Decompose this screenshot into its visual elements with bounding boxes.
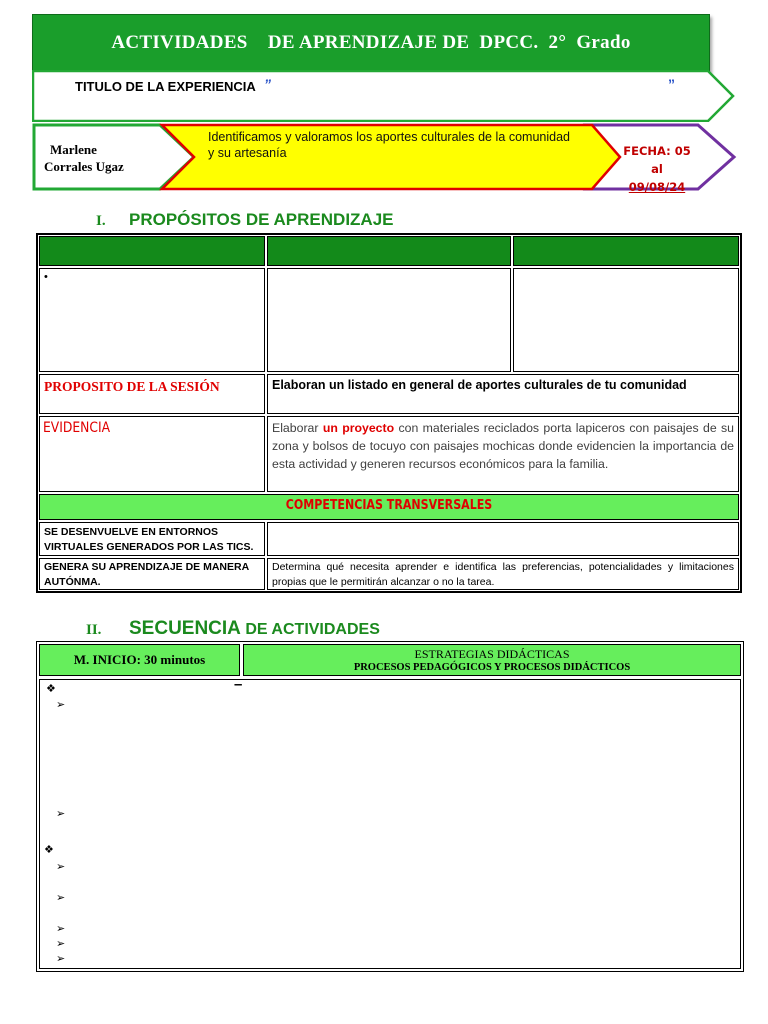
competencia-2-text-cell [267, 558, 739, 590]
arrow-bullet-5: ➢ [56, 923, 66, 935]
proposito-label-cell [39, 374, 265, 414]
competencia-1-text-cell [267, 522, 739, 556]
dash-mark: – [234, 676, 243, 693]
arrow-bullet-2: ➢ [56, 808, 66, 820]
arrow-bullet-4: ➢ [56, 892, 66, 904]
competencia-2-label: GENERA SU APRENDIZAJE DE MANERA AUTÓNMA. [44, 561, 249, 588]
competencia-2-label-cell [39, 558, 265, 590]
experience-theme: Identificamos y valoramos los aportes culturales de la comunidad y su artesanía [208, 130, 570, 160]
evidencia-highlight: un proyecto [322, 421, 395, 435]
arrow-bullet-3: ➢ [56, 861, 66, 873]
competencia-2-text: Determina qué necesita aprender e identifica las preferencias, potencialidades y limitaciones propias que le permitirán alcanzar o no la tarea. [272, 561, 734, 588]
diamond-bullet-2: ❖ [44, 844, 54, 856]
purposes-header-cell-3 [513, 236, 739, 266]
purposes-cell-competencia [39, 268, 265, 372]
arrow-bullet-7: ➢ [56, 953, 66, 965]
purposes-header-cell-2 [267, 236, 511, 266]
experience-label: TITULO DE LA EXPERIENCIA [75, 79, 256, 94]
evidencia-label-cell [39, 416, 265, 492]
diamond-bullet-1: ❖ [46, 683, 56, 695]
proposito-text-cell [267, 374, 739, 414]
title-banner [32, 14, 710, 72]
competencias-title: COMPETENCIAS TRANSVERSALES [285, 498, 493, 513]
competencias-header [39, 494, 739, 520]
purposes-cell-criterios [513, 268, 739, 372]
author-name: Marlene Corrales Ugaz [44, 142, 124, 174]
experience-arrow [32, 70, 736, 122]
estrategias-header-cell [243, 644, 741, 676]
bullet: • [44, 271, 48, 283]
sequence-content-cell [39, 676, 741, 969]
page-title: ACTIVIDADES DE APRENDIZAJE DE DPCC. 2° Grado [111, 32, 631, 53]
purposes-header-cell-1 [39, 236, 265, 266]
date-label: FECHA: 05 al 09/08/24 [623, 144, 691, 194]
section1-number: I. [96, 213, 106, 229]
arrow-bullet-6: ➢ [56, 938, 66, 950]
section1-title: PROPÓSITOS DE APRENDIZAJE [129, 210, 394, 229]
inicio-header: M. INICIO: 30 minutos [73, 652, 206, 667]
proposito-label: PROPOSITO DE LA SESIÓN [44, 379, 220, 394]
arrow-bullet-1: ➢ [56, 699, 66, 711]
purposes-cell-capacidades [267, 268, 511, 372]
evidencia-text: Elaborar un proyecto con materiales reciclados porta lapiceros con paisajes de su zona y bolsos de tocuyo con paisajes mochicas donde evidencien la importancia de esta actividad y generen recursos económicos para la familia. [272, 421, 734, 471]
estrategias-header: ESTRATEGIAS DIDÁCTICAS PROCESOS PEDAGÓGICOS Y PROCESOS DIDÁCTICOS [353, 647, 631, 673]
inicio-header-cell [39, 644, 240, 676]
competencia-1-label: SE DESENVUELVE EN ENTORNOS VIRTUALES GENERADOS POR LAS TICS. [44, 526, 254, 553]
evidencia-label: EVIDENCIA [43, 420, 111, 436]
experience-quote-open: ” [264, 76, 271, 92]
competencia-1-label-cell [39, 522, 265, 556]
section2-number: II. [86, 622, 102, 638]
proposito-text: Elaboran un listado en general de aportes culturales de tu comunidad [272, 378, 687, 392]
experience-quote-close: ” [668, 76, 675, 92]
evidencia-text-cell [267, 416, 739, 492]
section2-title: SECUENCIA DE ACTIVIDADES [129, 618, 380, 639]
